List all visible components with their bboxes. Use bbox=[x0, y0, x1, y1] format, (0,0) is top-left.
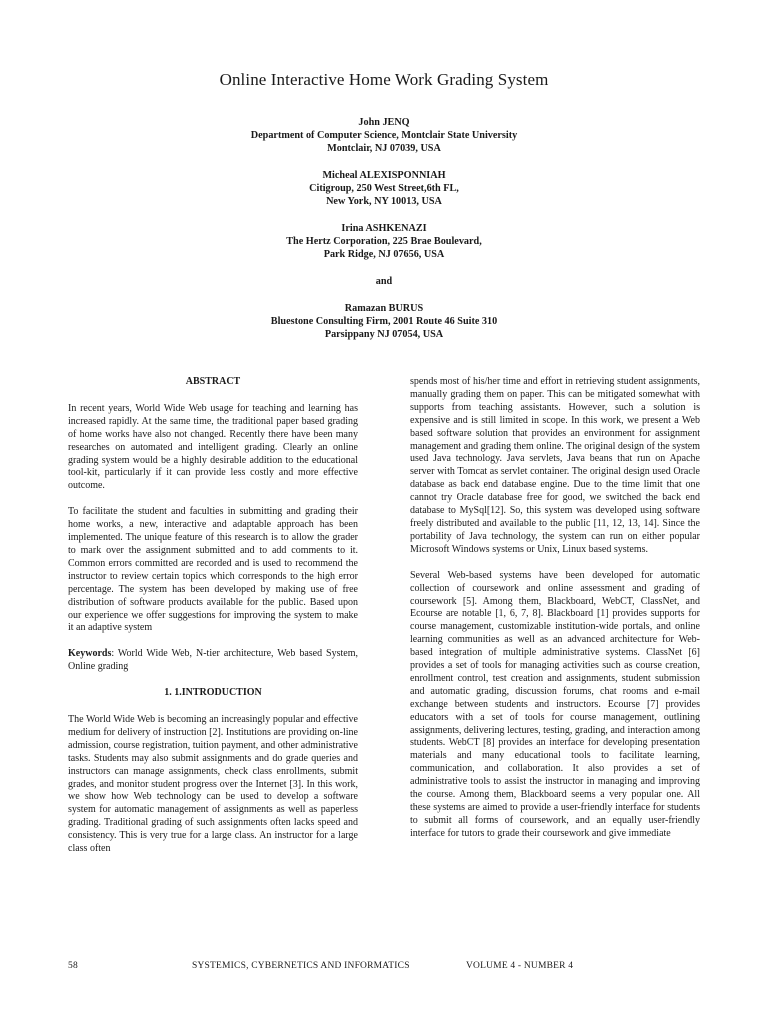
author-and-separator: and bbox=[375, 276, 393, 287]
body-paragraph-2: Several Web-based systems have been developed for automatic collection of coursework and online assessment and grading of coursework [5]. Among them, Blackboard, WebCT, ClassNet, and Ecourse are notable [1, 6, 7, 8]. Blackboard [1] provides supports for course management, customizable institution-wide portals, and online learning communities as well as an advanced architecture for Web-based integration of multiple administrative systems. ClassNet [6] provides a set of tools for managing activities such as course creation, enrollment control, test creation and assignments, student submission and automatic grading, discussion forums, chat rooms and e-mail exchange between students and instructors. Ecourse [7] provides educators with a set of tools for course management, outlining assignments, delivering lectures, testing, grading, and interaction among students. WebCT [8] provides an interface for developing presentation materials and many educational tools to facilitate learning, communication, and collaboration. It also provides a set of administrative tools to assist the instructor in managing and improving the course. Among them, Blackboard seems a very popular one. All these systems are aimed to provide a user-friendly interface for students to submit all forms of coursework, and an equally user-friendly interface for tutors to grade their coursework and give immediate bbox=[410, 569, 700, 839]
author-name: Micheal ALEXISPONNIAH bbox=[322, 170, 446, 181]
author-affiliation: Citigroup, 250 West Street,6th FL, bbox=[309, 183, 459, 194]
author-block-ashkenazi bbox=[0, 222, 768, 261]
author-list bbox=[0, 116, 768, 355]
keywords-label: Keywords bbox=[68, 648, 112, 660]
author-name: Irina ASHKENAZI bbox=[341, 223, 427, 234]
author-block-alexisponniah bbox=[0, 169, 768, 208]
author-address: Parsippany NJ 07054, USA bbox=[324, 329, 444, 340]
author-block-burus bbox=[0, 302, 768, 341]
paper-title: Online Interactive Home Work Grading System bbox=[219, 70, 549, 89]
body-paragraph-1: spends most of his/her time and effort in retrieving student assignments, manually grading them on paper. This can be mitigated somewhat with supports from teaching assistants. However, such a solution is expensive and is still limited in scope. In this work, we present a Web based software solution that provides an environment for assignment management and grading them online. The original design of the system used Java technology. Java servlets, Java beans that run on Apache server with Tomcat as servlet container. The original design used Oracle database as back end database engine. Due to the time limit that one cannot try Oracle database free for good, we switched the back end database to MySql[12]. So, this system was developed using software freely distributed and available to the public [11, 12, 13, 14]. Since the portability of Java technology, the system can run on either popular Microsoft Windows systems or Unix, Linux based systems. bbox=[410, 376, 700, 555]
introduction-heading: 1. 1.INTRODUCTION bbox=[164, 687, 262, 699]
abstract-paragraph-1: In recent years, World Wide Web usage for teaching and learning has increased rapidly. At the same time, the traditional paper based grading of home works have also not changed. Recently there have been many researches on automated and intelligent grading. Clearly an online grading system would be a highly desirable addition to the educational tool-kit, particularly if it can provide less costly and more effective outcome. bbox=[68, 402, 358, 492]
left-column bbox=[68, 376, 358, 869]
author-address: New York, NY 10013, USA bbox=[326, 196, 442, 207]
right-column bbox=[410, 376, 700, 854]
footer-page-number: 58 bbox=[68, 961, 78, 971]
author-block-jenq bbox=[0, 116, 768, 155]
abstract-heading: ABSTRACT bbox=[185, 376, 241, 387]
author-name: John JENQ bbox=[358, 117, 410, 128]
author-address: Montclair, NJ 07039, USA bbox=[327, 143, 441, 154]
footer-volume: VOLUME 4 - NUMBER 4 bbox=[466, 961, 574, 971]
abstract-paragraph-2: To facilitate the student and faculties in submitting and grading their home works, a new, interactive and adaptable approach has been implemented. The unique feature of this research is to allow the grader to mark over the assignment submitted and to add comments to it. Common errors committed are recorded and is used to recommend the instructor to review certain topics which corresponds to the high error percentage. The system has been developed by making use of free distribution of software products available for the public. Based upon our experience we offer suggestions for improving the system to make it an adaptive system bbox=[68, 506, 358, 634]
author-affiliation: Bluestone Consulting Firm, 2001 Route 46 Suite 310 bbox=[270, 316, 498, 327]
footer-journal-name: SYSTEMICS, CYBERNETICS AND INFORMATICS bbox=[192, 961, 410, 971]
author-name: Ramazan BURUS bbox=[344, 303, 424, 314]
author-affiliation: Department of Computer Science, Montclair State University bbox=[250, 130, 518, 141]
author-address: Park Ridge, NJ 07656, USA bbox=[323, 249, 445, 260]
author-affiliation: The Hertz Corporation, 225 Brae Boulevard, bbox=[286, 236, 482, 247]
keywords-text: : World Wide Web, N-tier architecture, Web based System, Online grading bbox=[68, 648, 358, 673]
introduction-paragraph-1: The World Wide Web is becoming an increasingly popular and effective medium for delivery of instruction [2]. Institutions are providing on-line admission, course registration, tuition payment, and other administrative tasks. Students may also submit assignments and do grade queries and instructors can manage assignments, check class enrollments, submit grades, and monitor student progress over the Internet [3]. In this work, we show how Web technology can be used to develop a software system for automatic management of assignments as well as paperless grading. Traditional grading of such assignments often lacks speed and consistency. This is very true for a large class. An instructor for a large class often bbox=[68, 714, 358, 855]
keywords bbox=[68, 648, 358, 674]
